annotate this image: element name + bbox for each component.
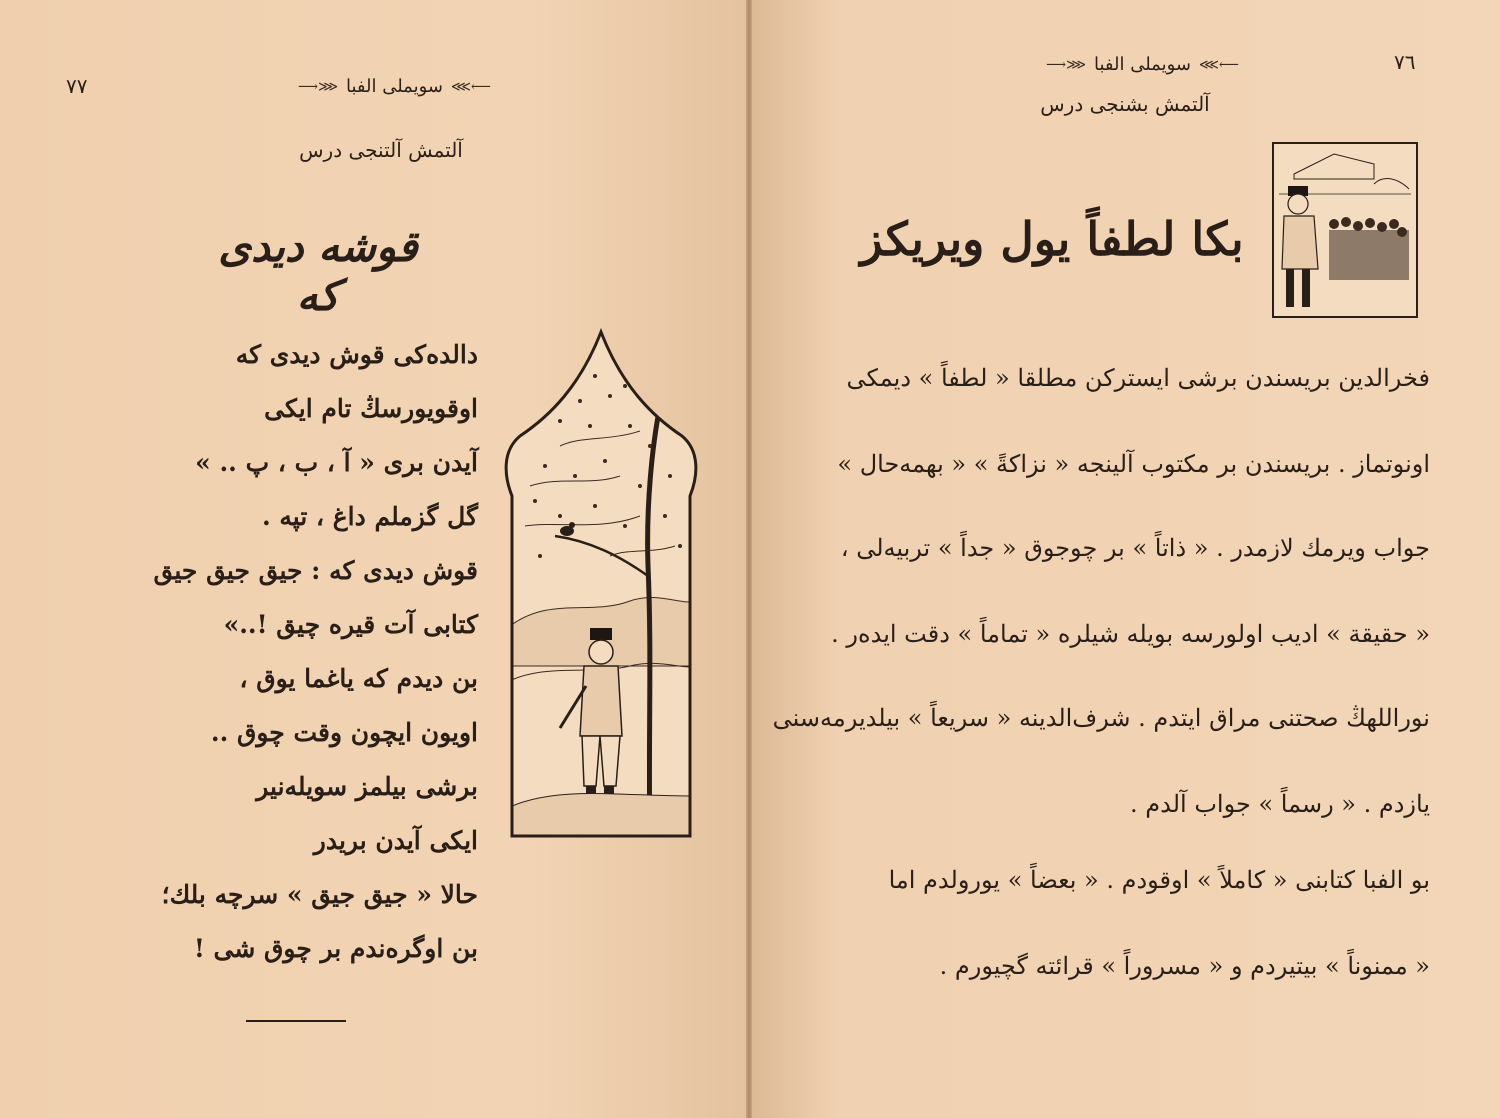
- book-gutter: [746, 0, 752, 1118]
- crowd-illustration: [1272, 142, 1418, 318]
- poem-line: آیدن بری « آ ، ب ، پ .. »: [195, 448, 478, 477]
- running-header-text: سویملی الفبا: [345, 76, 443, 97]
- poem-line: گل گزملم داغ ، تپه .: [261, 502, 478, 531]
- paragraph-line: نوراللهڭ صحتنی مراق ایتدم . شرف‌الدینه « سریعاً » بیلدیرمه‌سنی: [772, 704, 1430, 732]
- arrow-ornament-icon: ⟵⋙: [1198, 56, 1239, 73]
- running-header: [298, 76, 491, 97]
- poem-line: قوش دیدی که : جیق جیق جیق: [153, 556, 478, 585]
- poem-line: برشی بیلمز سویله‌نیر: [256, 772, 478, 801]
- paragraph-line: جواب ویرمك لازمدر . « ذاتاً » بر چوجوق « جداً » تربیه‌لی ،: [840, 534, 1430, 562]
- poem-line: بن اوگره‌ندم بر چوق شی !: [193, 934, 478, 963]
- arrow-ornament-icon: ⋘⟶: [1046, 56, 1086, 73]
- paragraph-line: « ممنوناً » بیتیردم و « مسروراً » قرائته گچیورم .: [939, 952, 1430, 980]
- running-header: [1046, 54, 1239, 75]
- poem-line: دالده‌کی قوش دیدی که: [235, 340, 478, 369]
- poem: [150, 340, 478, 1040]
- lesson-text: [772, 364, 1430, 1004]
- page-number: ۷۷: [66, 74, 88, 98]
- lesson-heading: آلتمش بشنجی درس: [1040, 92, 1210, 116]
- running-header-text: سویملی الفبا: [1093, 54, 1191, 75]
- poem-line: کتابی آت قیره چیق !..»: [223, 610, 478, 639]
- paragraph-line: فخرالدین بریسندن برشی ایسترکن مطلقا « لطفاً » دیمکی: [846, 364, 1430, 392]
- paragraph-line: بو الفبا کتابنی « کاملاً » اوقودم . « بعضاً » یورولدم اما: [888, 866, 1430, 894]
- lesson-heading: آلتمش آلتنجی درس: [299, 138, 463, 162]
- page-title: بکا لطفاً یول ویریکز: [860, 212, 1244, 266]
- poem-line: اویون ایچون وقت چوق ..: [210, 718, 478, 747]
- closing-underline: [246, 1020, 346, 1022]
- poem-line: اوقویورسڭ تام ایکی: [264, 394, 478, 423]
- page-title: قوشه دیدی که: [218, 222, 418, 320]
- paragraph-line: یازدم . « رسماً » جواب آلدم .: [1130, 790, 1430, 818]
- arrow-ornament-icon: ⋘⟶: [298, 78, 338, 95]
- page-number: ۷٦: [1394, 50, 1416, 74]
- right-page: [750, 0, 1500, 1118]
- boy-and-bird-illustration: [500, 326, 702, 846]
- paragraph-line: اونوتماز . بریسندن بر مکتوب آلینجه « نزاکةً » « بهمه‌حال »: [837, 450, 1430, 478]
- poem-line: بن دیدم که یاغما یوق ،: [239, 664, 478, 693]
- poem-line: ایکی آیدن بریدر: [313, 826, 478, 855]
- poem-line: حالا « جیق جیق » سرچه بلك؛: [161, 880, 478, 909]
- paragraph-line: « حقیقة » ادیب اولورسه بویله شیلره « تماماً » دقت ایدەر .: [831, 620, 1430, 648]
- arrow-ornament-icon: ⟵⋙: [450, 78, 491, 95]
